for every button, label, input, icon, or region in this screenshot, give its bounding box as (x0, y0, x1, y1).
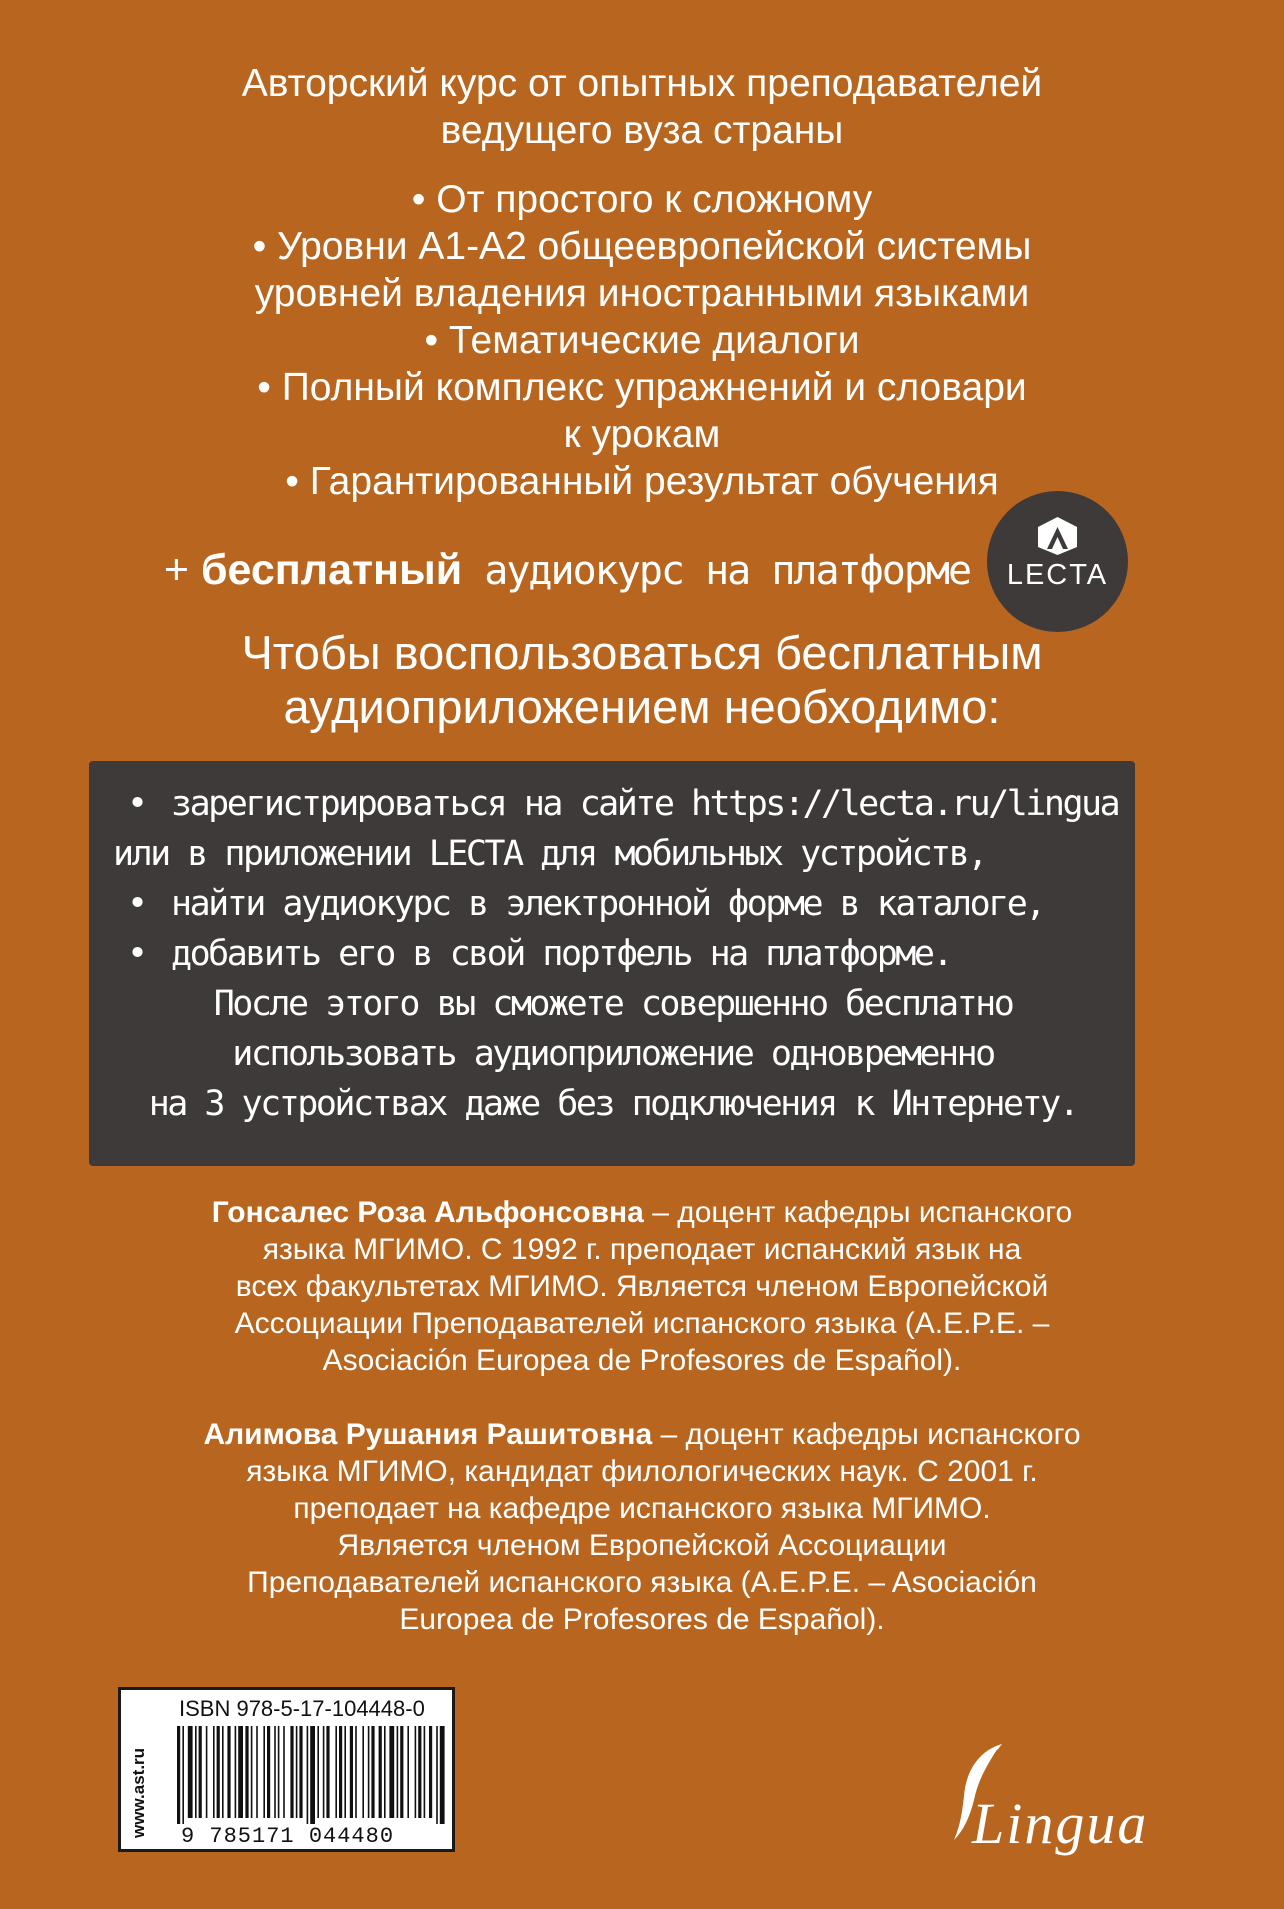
intro-line: Авторский курс от опытных преподавателей (241, 62, 1043, 105)
feature-item: • Тематические диалоги (424, 319, 860, 362)
feature-item: уровней владения иностранными языками (254, 272, 1030, 315)
instruction-text: добавить его в свой портфель на платформе. (171, 934, 952, 974)
feature-item: • Гарантированный результат обучения (285, 460, 999, 503)
audio-rest: аудиокурс на платформе (462, 548, 971, 594)
heading-line: аудиоприложением необходимо: (283, 680, 1001, 733)
author-bio (0, 1416, 1284, 1638)
author-bio (0, 1194, 1284, 1379)
lingua-logo (912, 1740, 1149, 1875)
instruction-step (113, 879, 1113, 929)
isbn-number: ISBN 978-5-17-104448-0 (179, 1696, 425, 1721)
author-bio-text: – доцент кафедры испанского (652, 1418, 1081, 1451)
bullet: • (127, 784, 146, 824)
feature-item: к урокам (563, 413, 721, 456)
author-bio-line: языка МГИМО. С 1992 г. преподает испанский язык на (262, 1233, 1022, 1266)
lecta-mark-icon (1035, 515, 1080, 557)
lingua-wordmark: Lingua (972, 1791, 1149, 1856)
author-bio-line: Является членом Европейской Ассоциации (337, 1529, 947, 1562)
instruction-note: После этого вы сможете совершенно бесплатно (213, 984, 1013, 1024)
instruction-text: или в приложении LECTA для мобильных устройств, (113, 834, 986, 874)
author-bio-line: Europea de Profesores de Español). (399, 1603, 885, 1636)
audio-prefix: + (163, 546, 201, 594)
feature-item: • Уровни А1-А2 общеевропейской системы (252, 225, 1032, 268)
author-bio-line: Ассоциации Преподавателей испанского языка (A.E.P.E. – (234, 1307, 1050, 1340)
author-bio-line: Преподавателей испанского языка (A.E.P.E. – Asociación (247, 1566, 1037, 1599)
instruction-text: зарегистрироваться на сайте https://lecta.ru/lingua (171, 784, 1119, 824)
feature-item: • От простого к сложному (411, 178, 873, 221)
instruction-step (113, 779, 1119, 829)
instruction-note: использовать аудиоприложение одновременно (232, 1034, 994, 1074)
author-name: Гонсалес Роза Альфонсовна (211, 1196, 644, 1229)
instruction-step-cont (113, 829, 1113, 879)
lecta-logo-text: LECTA (1006, 559, 1109, 591)
instructions-heading (0, 626, 1284, 734)
author-bio-line: преподает на кафедре испанского языка МГИМО. (293, 1492, 991, 1525)
lecta-logo (987, 491, 1128, 632)
barcode-digits: 9 785171 044480 (181, 1824, 395, 1849)
barcode-bars-icon (175, 1726, 445, 1824)
instruction-note: на 3 устройствах даже без подключения к Интернету. (148, 1084, 1078, 1124)
author-bio-line: Asociación Europea de Profesores de Español). (322, 1344, 962, 1377)
isbn-barcode (118, 1687, 455, 1852)
publisher-site: www.ast.ru (129, 1747, 148, 1838)
instructions-box (89, 761, 1135, 1166)
intro-text (0, 60, 1284, 154)
instruction-step (113, 929, 1113, 979)
bullet: • (127, 884, 146, 924)
bullet: • (127, 934, 146, 974)
author-bio-line: языка МГИМО, кандидат филологических наук. С 2001 г. (246, 1455, 1038, 1488)
instruction-text: найти аудиокурс в электронной форме в каталоге, (171, 884, 1044, 924)
audio-free-word: бесплатный (200, 546, 463, 594)
feature-item: • Полный комплекс упражнений и словари (257, 366, 1027, 409)
features-list (0, 176, 1284, 505)
author-bio-line: всех факультетах МГИМО. Является членом Европейской (235, 1270, 1049, 1303)
intro-line: ведущего вуза страны (440, 109, 844, 152)
heading-line: Чтобы воспользоваться бесплатным (241, 626, 1043, 679)
author-name: Алимова Рушания Рашитовна (203, 1418, 653, 1451)
author-bio-text: – доцент кафедры испанского (643, 1196, 1073, 1229)
